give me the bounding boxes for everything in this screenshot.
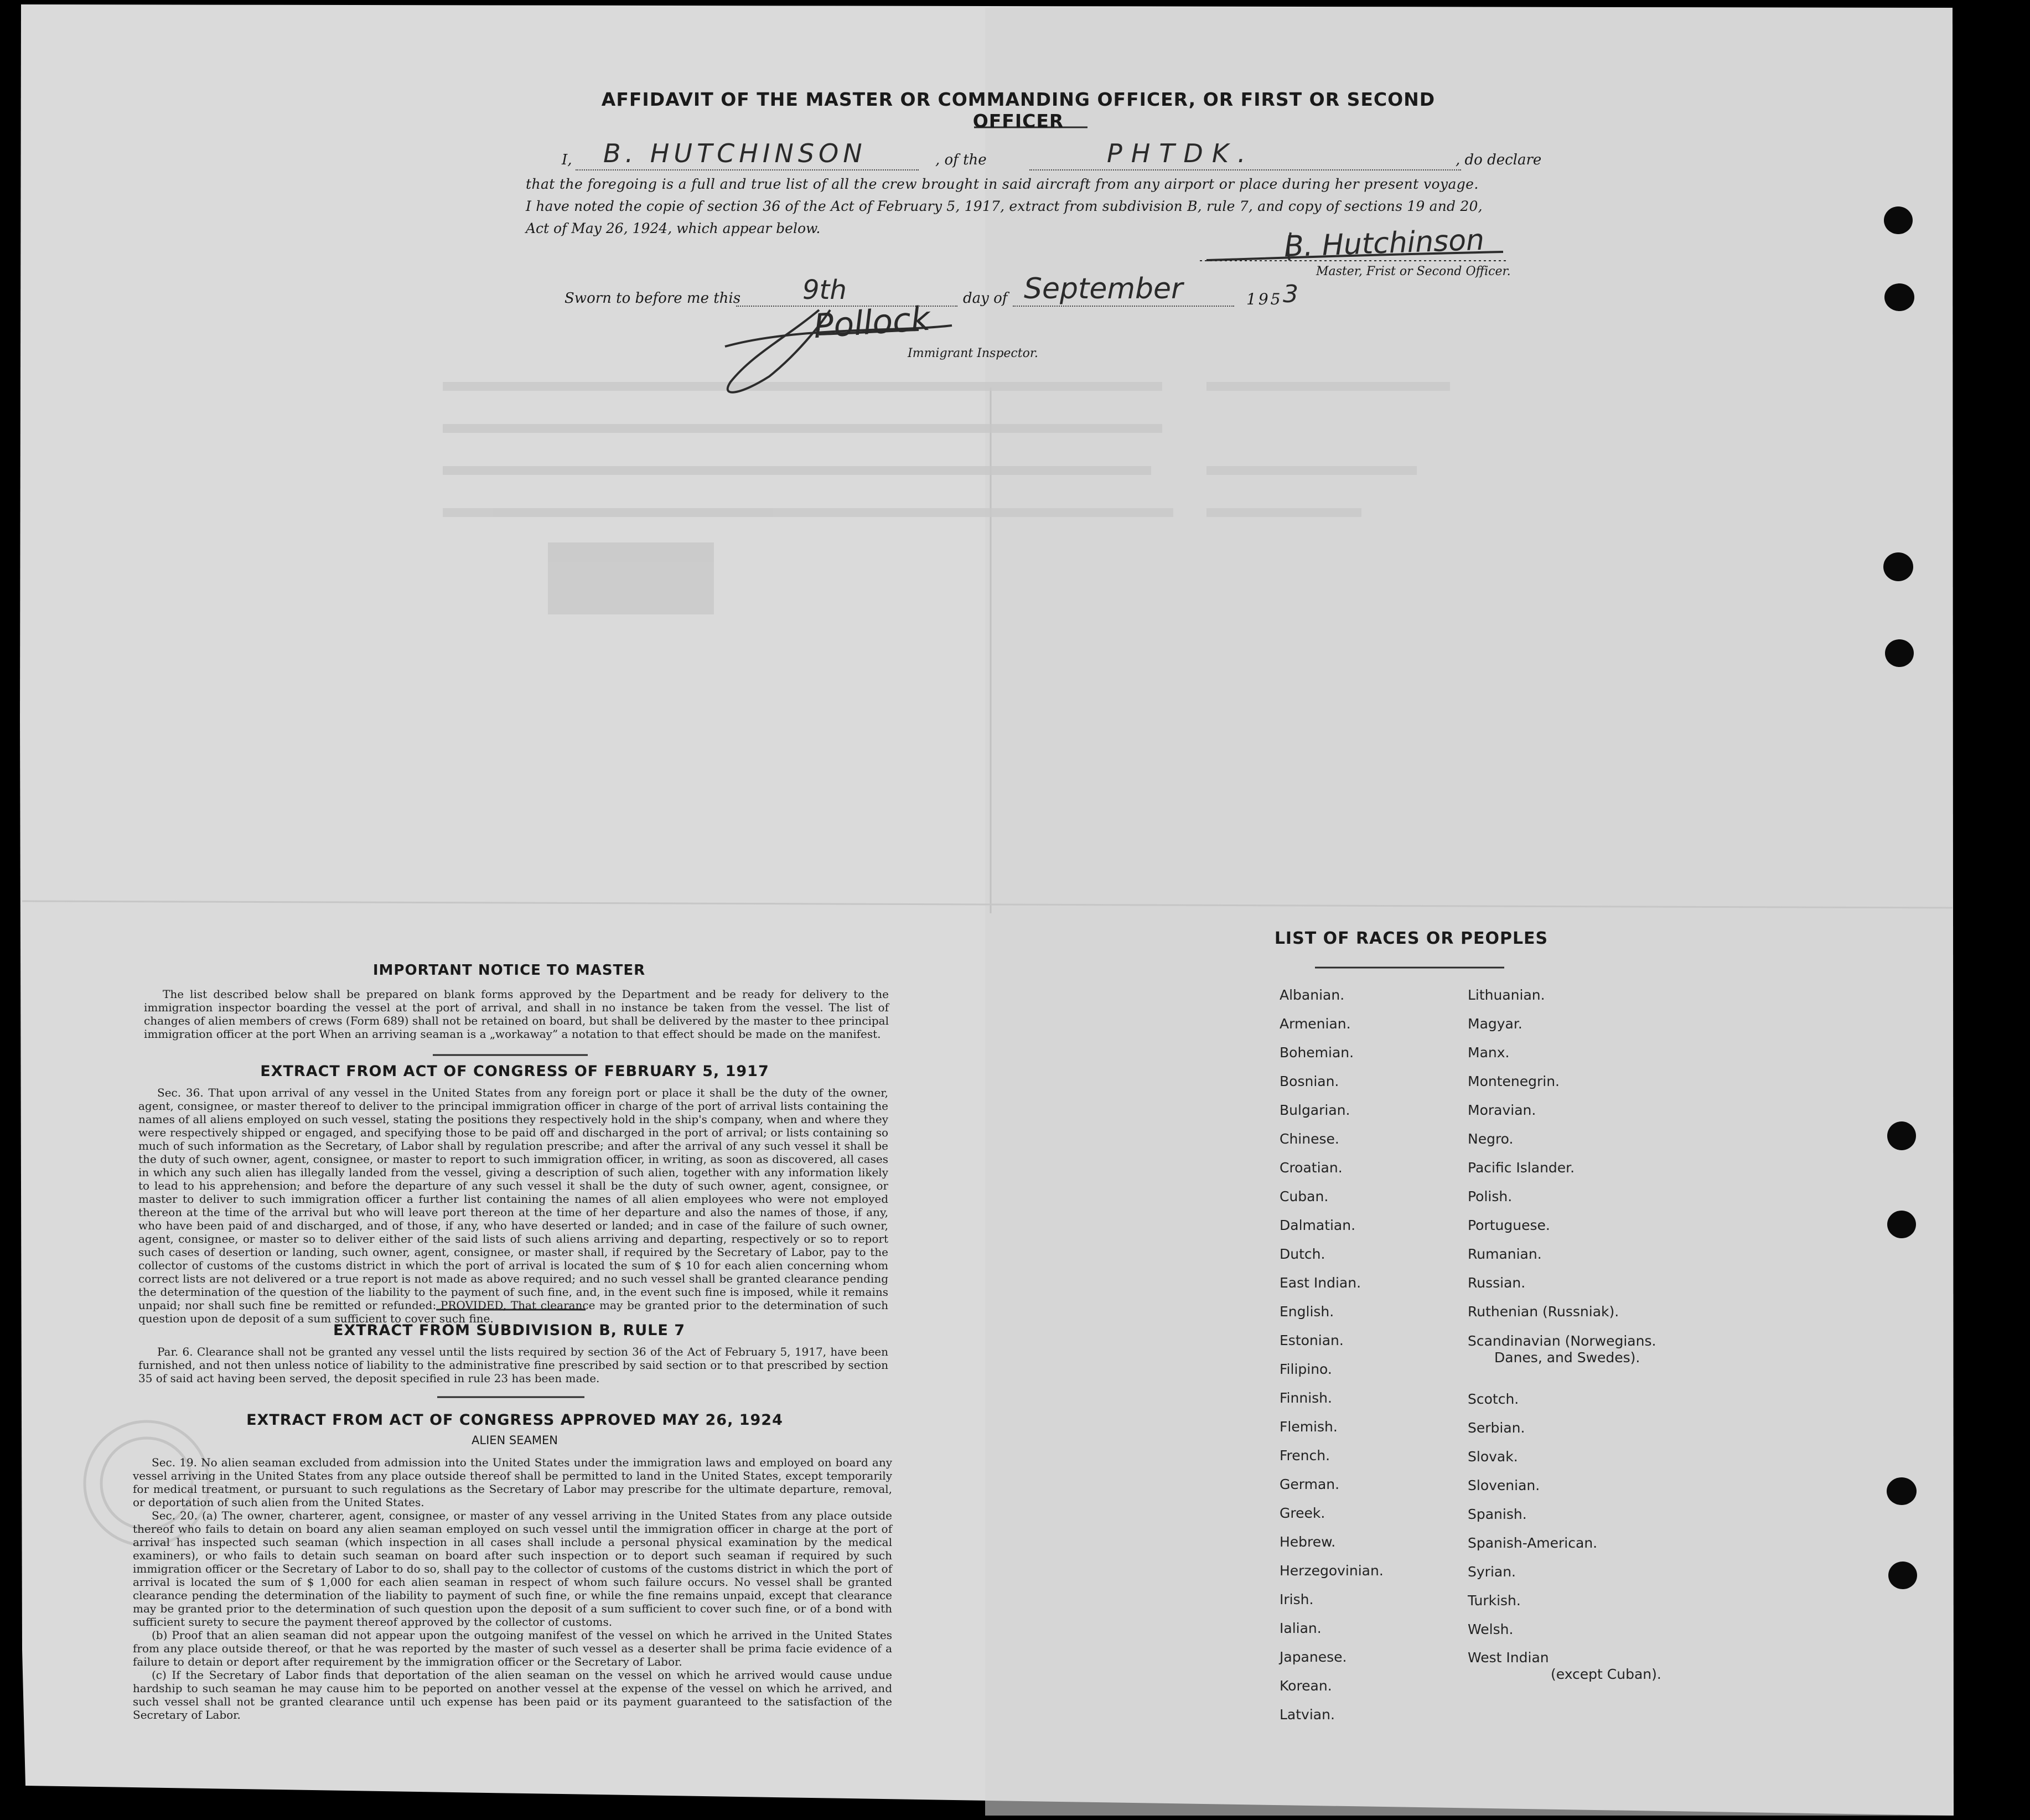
race-item: Welsh.: [1468, 1621, 1514, 1637]
race-item: Irish.: [1280, 1591, 1314, 1607]
declaration-suffix: , do declare: [1456, 152, 1542, 168]
race-item: Manx.: [1468, 1045, 1510, 1061]
master-signature-caption: Master, Frist or Second Officer.: [1316, 265, 1511, 278]
declaration-prefix: I,: [562, 152, 572, 168]
sworn-day-handwritten: 9th: [802, 275, 847, 306]
master-signature: B. Hutchinson: [1283, 223, 1485, 264]
extract-1924-text: [133, 1456, 892, 1721]
race-item: Scotch.: [1468, 1391, 1519, 1407]
race-item: Estonian.: [1280, 1332, 1344, 1348]
sworn-year-handwritten: 3: [1283, 280, 1298, 308]
inspector-signature: Pollock: [812, 299, 931, 347]
extract-1917-text: [138, 1086, 888, 1325]
race-item: Spanish.: [1468, 1506, 1527, 1522]
inspector-caption: Immigrant Inspector.: [908, 347, 1038, 360]
race-item: West Indian: [1468, 1650, 1549, 1666]
race-item: Scandinavian (Norwegians.: [1468, 1333, 1656, 1349]
race-item: Turkish.: [1468, 1593, 1521, 1609]
race-item: Greek.: [1280, 1505, 1325, 1521]
sworn-month-underline: [1013, 306, 1234, 307]
race-item: Filipino.: [1280, 1361, 1332, 1377]
extract-1917-paragraph: Sec. 36. That upon arrival of any vessel in the United States from any foreign port or place it shall be the duty of the owner, agent, consignee, or master thereof to deliver to the principal immigration officer in charge of the port of arrival lists containing the names of all aliens employed on such vessel, stating the positions they respectively hold in the ship's company, when and where they were respectively shipped or engaged, and specifying those to be paid off and discharged in the port of arrival; or lists containing so much of such information as the Secretary, of Labor shall by regulation prescribe; and after the arrival of any such vessel it shall be the duty of such owner, agent, consignee, or master to report to such immigration officer, in writing, as soon as discovered, all cases in which any such alien has illegally landed from the vessel, giving a description of such alien, together with any information likely to lead to his apprehension; and before the departure of any such vessel it shall be the duty of such owner, agent, consignee, or master to deliver to such immigration officer a further list containing the names of all alien employees who were not employed thereon at the time of the arrival but who will leave port thereon at the time of her departure and also the names of those, if any, who have been paid of and discharged, and of those, if any, who have deserted or landed; and in case of the failure of such owner, agent, consignee, or master so to deliver either of the said lists of such aliens arriving and departing, respectively or so to report such cases of desertion or landing, such owner, agent, consignee, or master shall, if required by the Secretary of Labor, pay to the collector of customs of the customs district in which the port of arrival is located the sum of $ 10 for each alien concerning whom correct lists are not delivered or a true report is not made as above required; and no such vessel shall be granted clearance pending the determination of the question of the liability to the payment of such fine, and, in the event such fine is imposed, while it remains unpaid; nor shall such fine be remitted or refunded: PROVIDED, That clearance may be granted prior to the determination of such question upon de deposit of a sum sufficient to cover such fine.: [138, 1086, 888, 1325]
race-item: Montenegrin.: [1468, 1073, 1560, 1089]
race-item: Armenian.: [1280, 1016, 1351, 1032]
master-name-handwritten: B. HUTCHINSON: [603, 138, 867, 168]
race-item: Bohemian.: [1280, 1045, 1354, 1061]
race-item: Slovak.: [1468, 1449, 1518, 1465]
extract-1917-title: EXTRACT FROM ACT OF CONGRESS OF FEBRUARY 5, 1917: [260, 1063, 769, 1080]
race-item: Ruthenian (Russniak).: [1468, 1304, 1619, 1320]
extract-1924-subtitle: ALIEN SEAMEN: [472, 1434, 558, 1447]
race-item: Magyar.: [1468, 1016, 1522, 1032]
race-item: [1468, 1366, 1661, 1385]
races-column-1: [1280, 981, 1384, 1729]
race-item: Russian.: [1468, 1275, 1526, 1291]
affidavit-title: AFFIDAVIT OF THE MASTER OR COMMANDING OFFICER, OR FIRST OR SECOND OFFICER: [601, 89, 1436, 132]
declaration-line-4: Act of May 26, 1924, which appear below.: [526, 220, 821, 236]
race-item: Slovenian.: [1468, 1477, 1540, 1493]
extract-1924-paragraph: (b) Proof that an alien seaman did not appear upon the outgoing manifest of the vessel on which he arrived in the United States from any place outside thereof, or that he was reported by the master of such vessel as a deserter shall be prima facie evidence of a failure to detain or deport after requirement by the immigration officer or the Secretary of Labor.: [133, 1628, 892, 1668]
race-item: Negro.: [1468, 1131, 1514, 1147]
extract-rule7-title: EXTRACT FROM SUBDIVISION B, RULE 7: [333, 1322, 686, 1339]
race-item: Albanian.: [1280, 987, 1345, 1003]
master-name-underline: [576, 169, 919, 170]
race-item: Bulgarian.: [1280, 1102, 1350, 1118]
aircraft-id-underline: [1029, 169, 1461, 170]
extract-1924-paragraph: Sec. 19. No alien seaman excluded from admission into the United States under the immigration laws and employed on board any vessel arriving in the United States from any place outside thereof shall be permitted to land in the United States, except temporarily for medical treatment, or pursuant to such regulations as the Secretary of Labor may prescribe for the ultimate departure, removal, or deportation of such alien from the United States.: [133, 1456, 892, 1509]
extract-1924-paragraph: (c) If the Secretary of Labor finds that deportation of the alien seaman on the vessel on which he arrived would cause undue hardship to such seaman he may cause him to be peported on another vessel at the expense of the vessel on which he arrived, and such vessel shall not be granted clearance until uch expense has been paid or its payment guaranteed to the satisfaction of the Secretary of Labor.: [133, 1668, 892, 1721]
declaration-line-2: that the foregoing is a full and true list of all the crew brought in said aircraft from any airport or place during her present voyage.: [526, 176, 1479, 192]
race-item: Japanese.: [1280, 1649, 1347, 1665]
race-item: Dalmatian.: [1280, 1217, 1356, 1233]
sworn-year-printed: 195: [1246, 290, 1283, 308]
race-item: Dutch.: [1280, 1246, 1325, 1262]
sworn-day-of: day of: [963, 290, 1008, 307]
race-item: Herzegovinian.: [1280, 1563, 1384, 1579]
sworn-prefix: Sworn to before me this: [565, 290, 741, 307]
sworn-month-handwritten: September: [1024, 272, 1183, 306]
notice-paragraph: The list described below shall be prepared on blank forms approved by the Department and be ready for delivery to the immigration inspector boarding the vessel at the port of arrival, and shall in no instance be taken from the vessel. The list of changes of alien members of crews (Form 689) shall not be retained on board, but shall be delivered by the master to thee principal immigration officer at the port When an arriving seaman is a „workaway” a notation to that effect should be made on the manifest.: [144, 987, 889, 1041]
race-item: Croatian.: [1280, 1160, 1343, 1176]
race-item: Portuguese.: [1468, 1217, 1550, 1233]
race-item: German.: [1280, 1476, 1340, 1492]
race-item: Korean.: [1280, 1678, 1332, 1694]
notice-text: [144, 987, 889, 1041]
race-item: Flemish.: [1280, 1419, 1338, 1435]
race-item: East Indian.: [1280, 1275, 1361, 1291]
races-title: LIST OF RACES OR PEOPLES: [1274, 929, 1549, 948]
race-item: Finnish.: [1280, 1390, 1332, 1406]
race-item: Lithuanian.: [1468, 987, 1545, 1003]
race-item: Bosnian.: [1280, 1073, 1339, 1089]
race-item: Chinese.: [1280, 1131, 1339, 1147]
race-item: Polish.: [1468, 1188, 1513, 1204]
extract-rule7-paragraph: Par. 6. Clearance shall not be granted any vessel until the lists required by section 36 of the Act of February 5, 1917, have been furnished, and not then unless notice of liability to the administrative fine prescribed by said section or to that prescribed by section 35 of said act having been served, the deposit specified in rule 23 has been made.: [138, 1345, 888, 1385]
race-item: Rumanian.: [1468, 1246, 1542, 1262]
race-item: Hebrew.: [1280, 1534, 1336, 1550]
race-item: (except Cuban).: [1551, 1666, 1661, 1682]
declaration-line-3: I have noted the copie of section 36 of the Act of February 5, 1917, extract from subdivision B, rule 7, and copy of sections 19 and 20,: [526, 198, 1483, 214]
race-item: Danes, and Swedes).: [1494, 1350, 1640, 1366]
race-item: Moravian.: [1468, 1102, 1536, 1118]
race-item: Pacific Islander.: [1468, 1160, 1575, 1176]
extract-1924-paragraph: Sec. 20. (a) The owner, charterer, agent, consignee, or master of any vessel arriving in the United States from any place outside thereof who fails to detain on board any alien seaman employed on such vessel until the immigration officer in charge at the port of arrival has inspected such seaman (which inspection in all cases shall include a personal physical examination by the medical examiners), or who fails to detain such seaman on board after such inspection or to deport such seaman if required by such immigration officer or the Secretary of Labor to do so, shall pay to the collector of customs of the customs district in which the port of arrival is located the sum of $ 1,000 for each alien seaman in respect of whom such failure occurs. No vessel shall be granted clearance pending the determination of the liability to payment of such fine, or while the fine remains unpaid, except that clearance may be granted prior to the determination of such question upon the deposit of a sum sufficient to cover such fine, or of a bond with sufficient surety to secure the payment thereof approved by the collector of customs.: [133, 1509, 892, 1628]
race-item: Latvian.: [1280, 1707, 1335, 1723]
aircraft-id-handwritten: PHTDK.: [1107, 138, 1255, 168]
declaration-of-the: , of the: [935, 152, 987, 168]
extract-1924-title: EXTRACT FROM ACT OF CONGRESS APPROVED MAY 26, 1924: [246, 1411, 783, 1429]
race-item: Cuban.: [1280, 1188, 1329, 1204]
race-item: Spanish-American.: [1468, 1535, 1598, 1551]
race-item: Serbian.: [1468, 1420, 1525, 1436]
races-column-2: [1468, 981, 1661, 1683]
race-item: French.: [1280, 1447, 1330, 1464]
extract-rule7-text: [138, 1345, 888, 1385]
notice-title: IMPORTANT NOTICE TO MASTER: [372, 962, 646, 979]
race-item: English.: [1280, 1304, 1334, 1320]
race-item: Syrian.: [1468, 1564, 1516, 1580]
race-item: Ialian.: [1280, 1620, 1322, 1636]
